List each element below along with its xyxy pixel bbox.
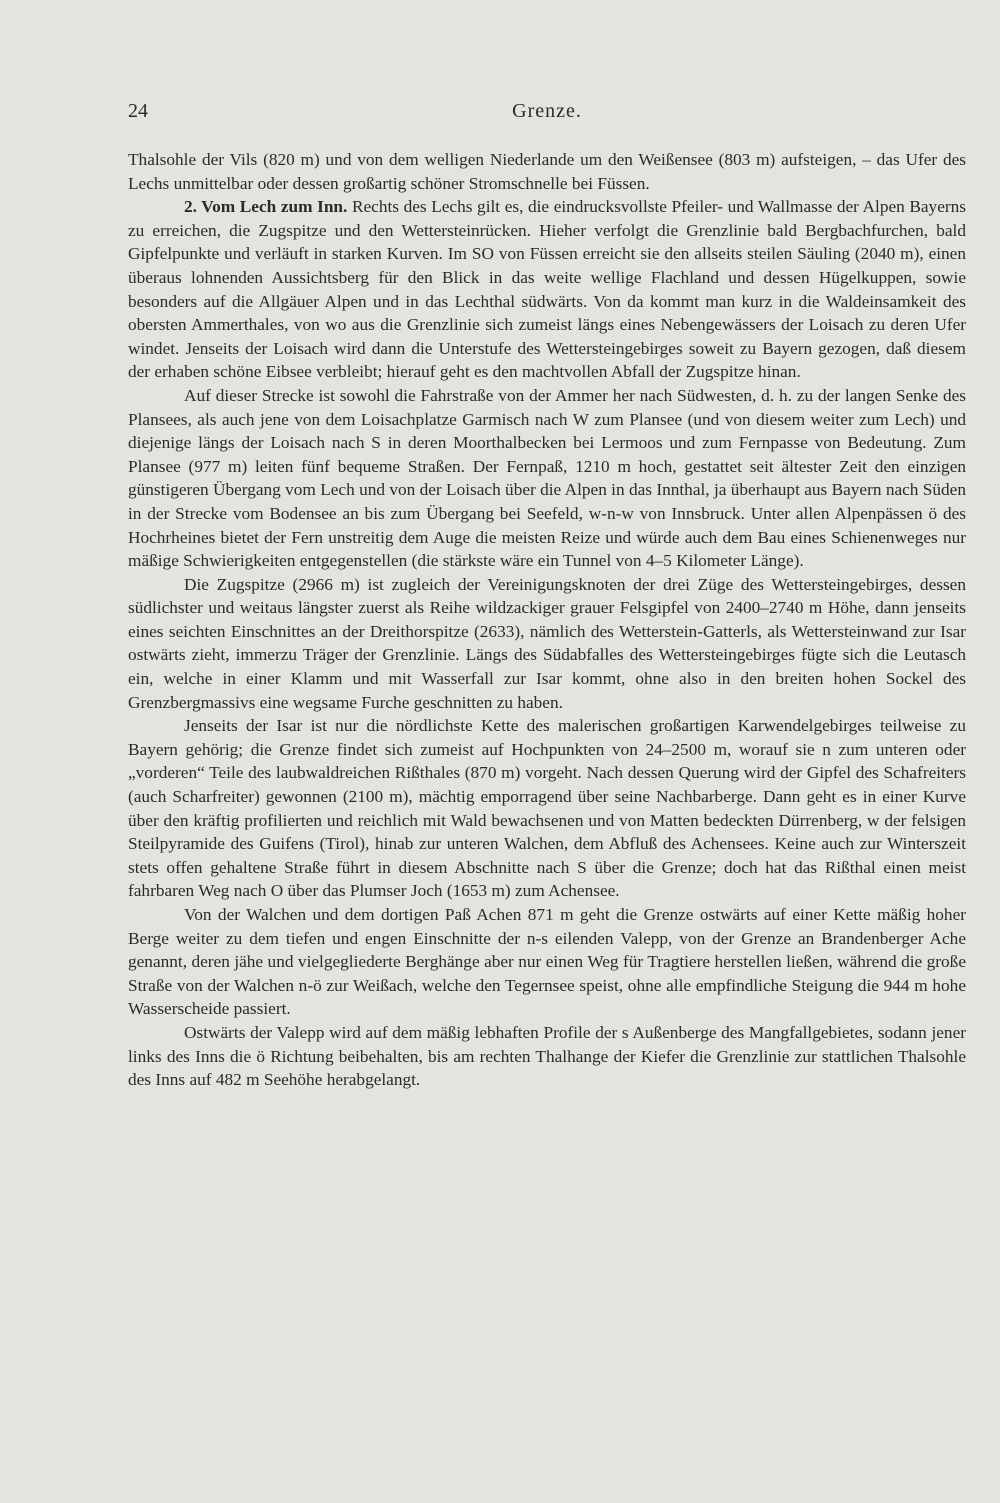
- paragraph: Ostwärts der Valepp wird auf dem mäßig lebhaften Profile der s Außenberge des Mangfallgebietes, sodann jener links des Inns die ö Richtung beibehalten, bis am rechten Thalhange der Kiefer die Grenzlinie zur stattlichen Thalsohle des Inns auf 482 m Seehöhe herabgelangt.: [128, 1022, 966, 1090]
- section-text: Rechts des Lechs gilt es, die eindrucksvollste Pfeiler- und Wallmasse der Alpen Bayerns zu erreichen, die Zugspitze und den Wettersteinrücken. Hieher verfolgt die Grenzlinie bald Bergbachfurchen, bald Gipfelpunkte und verläuft in starken Kurven. Im SO von Füssen erreicht sie den allseits steilen Säuling (2040 m), einen überaus lohnenden Aussichtsberg für den Blick in das weite wellige Flachland und dessen Hügelkuppen, sowie besonders auf die Allgäuer Alpen und in das Lechthal südwärts. Von da kommt man kurz in die Waldeinsamkeit des obersten Ammerthales, von wo aus die Grenzlinie sich zumeist längs eines Nebengewässers der Loisach zu deren Ufer windet. Jenseits der Loisach wird dann die Unterstufe des Wettersteingebirges soweit zu Bayern gezogen, daß diesem der erhaben schöne Eibsee verbleibt; hierauf geht es den machtvollen Abfall der Zugspitze hinan.: [128, 197, 966, 382]
- running-title: Grenze.: [512, 100, 582, 122]
- paragraph: Auf dieser Strecke ist sowohl die Fahrstraße von der Ammer her nach Südwesten, d. h. zu der langen Senke des Plansees, als auch jene von dem Loisachplatze Garmisch nach W zum Plansee (und von diesem weiter zum Lech) und diejenige längs der Loisach nach S in deren Moorthalbecken bei Lermoos und zum Fernpasse von Bedeutung. Zum Plansee (977 m) leiten fünf bequeme Straßen. Der Fernpaß, 1210 m hoch, gestattet seit ältester Zeit den einzigen günstigeren Übergang vom Lech und von der Loisach über die Alpen in das Innthal, ja überhaupt aus Bayern nach Süden in der Strecke vom Bodensee an bis zum Übergang bei Seefeld, w-n-w von Innsbruck. Unter allen Alpenpässen ö des Hochrheines bietet der Fern unstreitig dem Auge die meisten Reize und würde auch dem Bau eines Schienenweges nur mäßige Schwierigkeiten entgegenstellen (die stärkste wäre ein Tunnel von 4–5 Kilometer Länge).: [128, 385, 966, 571]
- section-paragraph: [128, 195, 966, 384]
- paragraph: Jenseits der Isar ist nur die nördlichste Kette des malerischen großartigen Karwendelgebirges teilweise zu Bayern gehörig; die Grenze findet sich zumeist auf Hochpunkten von 24–2500 m, worauf sie n zum unteren oder „vorderen“ Teile des laubwaldreichen Rißthales (870 m) vorgeht. Nach dessen Querung wird der Gipfel des Schafreiters (auch Scharfreiter) gewonnen (2100 m), mächtig emporragend über seine Nachbarberge. Dann geht es in einer Kurve über den kräftig profilierten und reichlich mit Wald bewachsenen und von Matten bedeckten Dürrenberg, w der felsigen Steilpyramide des Guifens (Tirol), hinab zur unteren Walchen, dem Abfluß des Achensees. Keine auch zur Winterszeit stets offen gehaltene Straße führt in diesem Abschnitte nach S über die Grenze; doch hat das Rißthal einen meist fahrbaren Weg nach O über das Plumser Joch (1653 m) zum Achensee.: [128, 716, 966, 901]
- paragraph: Die Zugspitze (2966 m) ist zugleich der Vereinigungsknoten der drei Züge des Wettersteingebirges, dessen südlichster und weitaus längster zuerst als Reihe wildzackiger grauer Felsgipfel von 2400–2740 m Höhe, dann jenseits eines seichten Einschnittes an der Dreithorspitze (2633), nämlich des Wetterstein-Gatterls, als Wettersteinwand zur Isar ostwärts zieht, immerzu Träger der Grenzlinie. Längs des Südabfalles des Wettersteingebirges fügte sich die Leutasch ein, welche in einer Klamm und mit Wasserfall zur Isar kommt, ohne also in den breiten hohen Sockel des Grenzbergmassivs eine wegsame Furche geschnitten zu haben.: [128, 574, 966, 712]
- section-heading: 2. Vom Lech zum Inn.: [184, 197, 348, 217]
- page-header: [128, 100, 966, 130]
- paragraph-continued: Thalsohle der Vils (820 m) und von dem welligen Niederlande um den Weißensee (803 m) aufsteigen, – das Ufer des Lechs unmittelbar oder dessen großartig schöner Stromschnelle bei Füssen.: [128, 150, 966, 193]
- page-number: 24: [128, 100, 148, 122]
- page-body: [128, 148, 966, 1092]
- paragraph: Von der Walchen und dem dortigen Paß Achen 871 m geht die Grenze ostwärts auf einer Kette mäßig hoher Berge weiter zu dem tiefen und engen Einschnitte der n-s eilenden Valepp, von der Grenze an Brandenberger Ache genannt, deren jähe und vielgegliederte Berghänge aber nur einen Weg für Tragtiere herstellen ließen, während die große Straße von der Walchen n-ö zur Weißach, welche den Tegernsee speist, ohne alle empfindliche Steigung die 944 m hohe Wasserscheide passiert.: [128, 905, 966, 1019]
